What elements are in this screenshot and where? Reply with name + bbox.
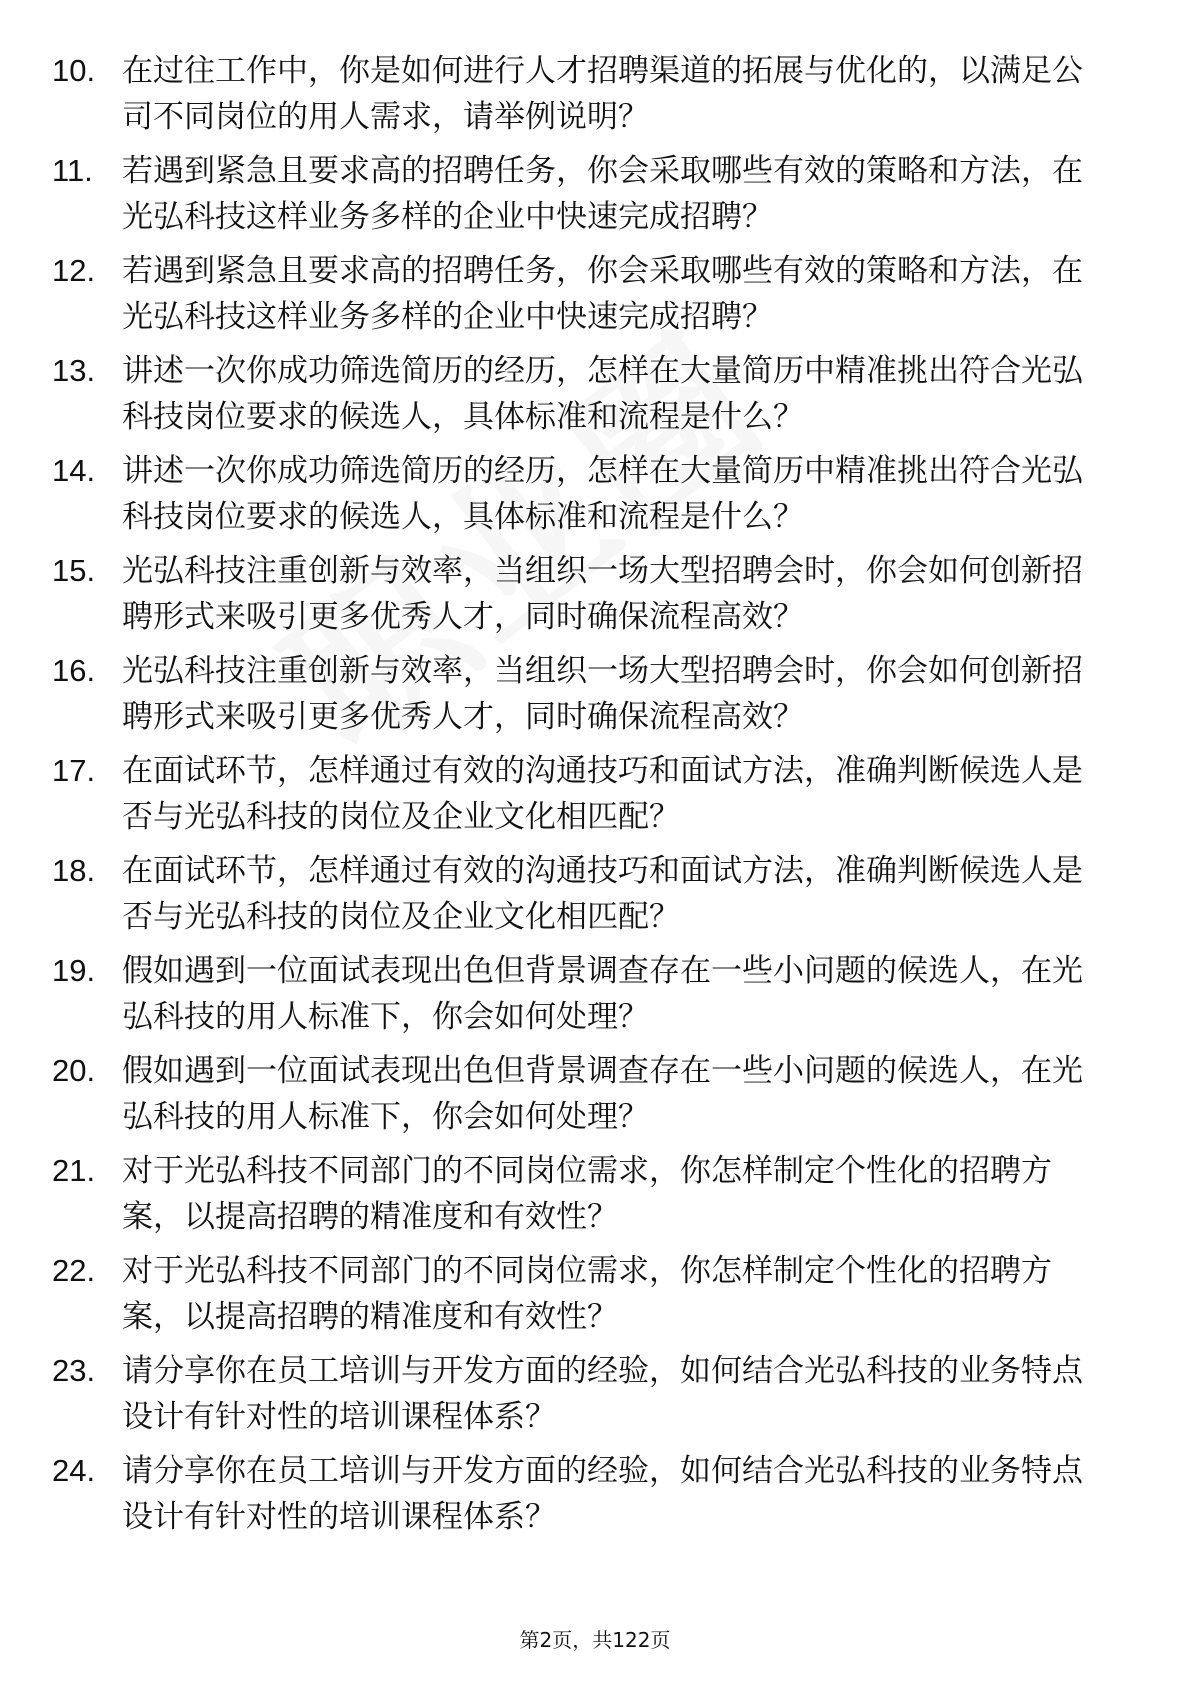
question-number: 12. xyxy=(52,253,96,288)
question-number: 24. xyxy=(52,1453,96,1488)
question-text: 在面试环节，怎样通过有效的沟通技巧和面试方法，准确判断候选人是否与光弘科技的岗位及企业文化相匹配？ xyxy=(122,753,1083,835)
question-text: 讲述一次你成功筛选简历的经历，怎样在大量简历中精准挑出符合光弘科技岗位要求的候选人，具体标准和流程是什么？ xyxy=(122,353,1083,435)
question-number: 11. xyxy=(52,153,93,188)
question-item xyxy=(0,1148,1190,1248)
question-item xyxy=(0,1048,1190,1148)
question-text: 讲述一次你成功筛选简历的经历，怎样在大量简历中精准挑出符合光弘科技岗位要求的候选人，具体标准和流程是什么？ xyxy=(122,453,1083,535)
question-item xyxy=(0,848,1190,948)
question-number: 22. xyxy=(52,1253,96,1288)
question-text: 在面试环节，怎样通过有效的沟通技巧和面试方法，准确判断候选人是否与光弘科技的岗位及企业文化相匹配？ xyxy=(122,853,1083,935)
question-item xyxy=(0,348,1190,448)
question-text: 若遇到紧急且要求高的招聘任务，你会采取哪些有效的策略和方法，在光弘科技这样业务多样的企业中快速完成招聘？ xyxy=(122,253,1083,335)
question-item xyxy=(0,1248,1190,1348)
question-item xyxy=(0,248,1190,348)
question-number: 20. xyxy=(52,1053,96,1088)
question-number: 16. xyxy=(52,653,96,688)
question-number: 23. xyxy=(52,1353,96,1388)
question-number: 13. xyxy=(52,353,96,388)
question-text: 假如遇到一位面试表现出色但背景调查存在一些小问题的候选人，在光弘科技的用人标准下，你会如何处理？ xyxy=(122,1053,1083,1135)
question-text: 光弘科技注重创新与效率，当组织一场大型招聘会时，你会如何创新招聘形式来吸引更多优秀人才，同时确保流程高效？ xyxy=(122,553,1083,635)
question-text: 若遇到紧急且要求高的招聘任务，你会采取哪些有效的策略和方法，在光弘科技这样业务多样的企业中快速完成招聘？ xyxy=(122,153,1083,235)
question-text: 假如遇到一位面试表现出色但背景调查存在一些小问题的候选人，在光弘科技的用人标准下，你会如何处理？ xyxy=(122,953,1083,1035)
question-number: 19. xyxy=(52,953,96,988)
question-item xyxy=(0,48,1190,148)
page-number: 第2页，共122页 xyxy=(519,1628,671,1652)
question-item xyxy=(0,748,1190,848)
question-number: 18. xyxy=(52,853,96,888)
page-footer xyxy=(0,1626,1190,1654)
question-number: 14. xyxy=(52,453,96,488)
question-item xyxy=(0,648,1190,748)
question-list xyxy=(0,48,1190,1548)
question-text: 请分享你在员工培训与开发方面的经验，如何结合光弘科技的业务特点设计有针对性的培训课程体系？ xyxy=(122,1353,1083,1435)
question-item xyxy=(0,1448,1190,1548)
question-text: 请分享你在员工培训与开发方面的经验，如何结合光弘科技的业务特点设计有针对性的培训课程体系？ xyxy=(122,1453,1083,1535)
question-text: 光弘科技注重创新与效率，当组织一场大型招聘会时，你会如何创新招聘形式来吸引更多优秀人才，同时确保流程高效？ xyxy=(122,653,1083,735)
question-item xyxy=(0,448,1190,548)
question-text: 对于光弘科技不同部门的不同岗位需求，你怎样制定个性化的招聘方案，以提高招聘的精准度和有效性？ xyxy=(122,1153,1052,1235)
question-number: 21. xyxy=(52,1153,96,1188)
question-number: 17. xyxy=(52,753,96,788)
question-item xyxy=(0,148,1190,248)
question-item xyxy=(0,948,1190,1048)
question-item xyxy=(0,548,1190,648)
question-number: 15. xyxy=(52,553,96,588)
question-text: 在过往工作中，你是如何进行人才招聘渠道的拓展与优化的，以满足公司不同岗位的用人需求，请举例说明？ xyxy=(122,53,1083,135)
question-text: 对于光弘科技不同部门的不同岗位需求，你怎样制定个性化的招聘方案，以提高招聘的精准度和有效性？ xyxy=(122,1253,1052,1335)
question-number: 10. xyxy=(52,53,96,88)
question-item xyxy=(0,1348,1190,1448)
